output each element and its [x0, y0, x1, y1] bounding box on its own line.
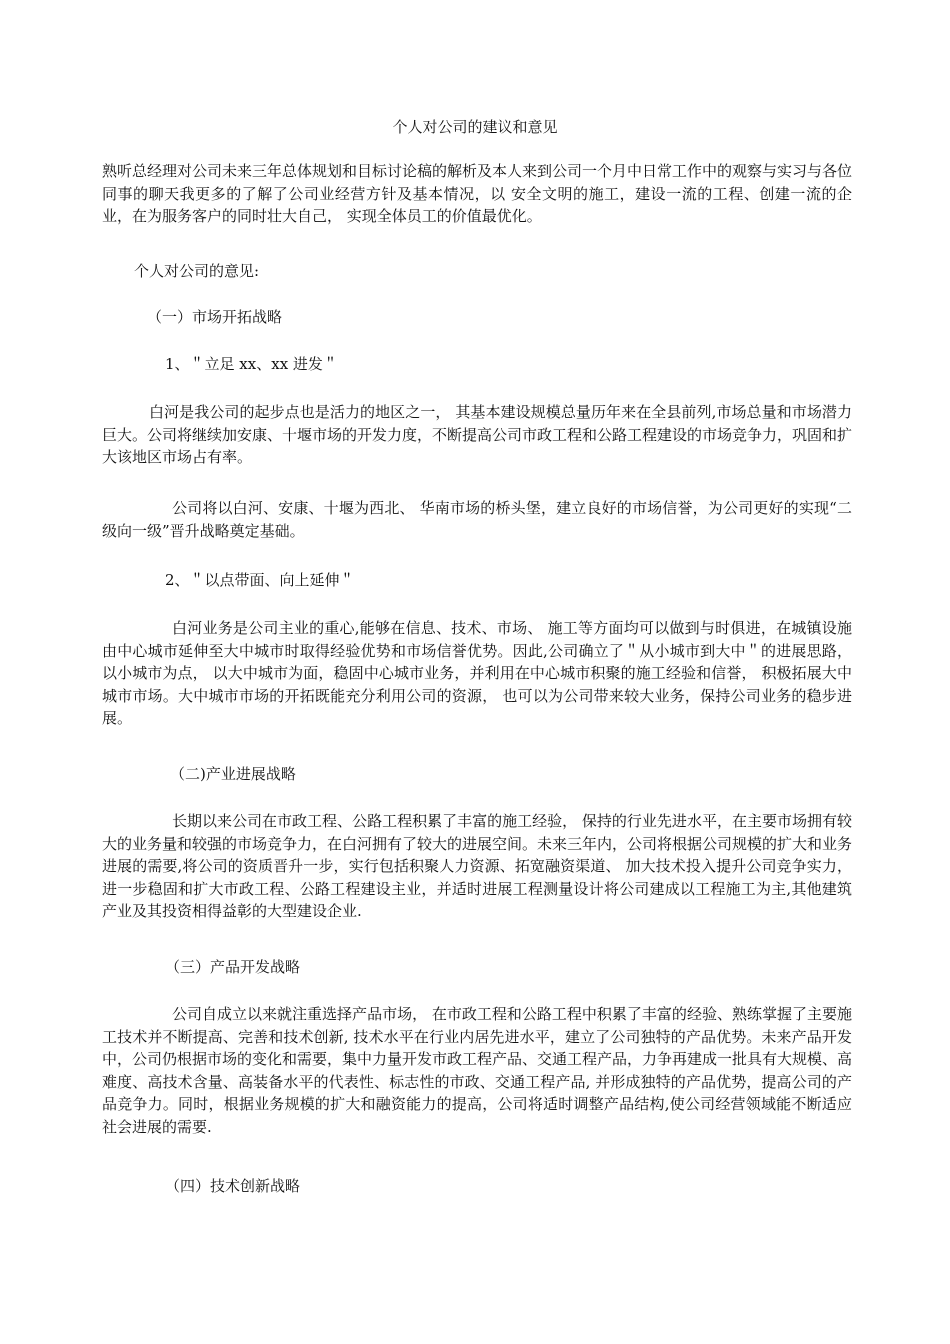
section-heading-industry: （二)产业进展战略: [170, 765, 296, 783]
paragraph-industry: 长期以来公司在市政工程、公路工程积累了丰富的施工经验， 保持的行业先进水平，在主要市场拥有较大的业务量和较强的市场竞争力，在白河拥有了较大的进展空间。未来三年内，公司将根据公司规模的扩大和业务进展的需要,将公司的资质晋升一步，实行包括积聚人力资源、拓宽融资渠道、 加大技术投入提升公司竞争实力，进一步稳固和扩大市政工程、公路工程建设主业，并适时进展工程测量设计将公司建成以工程施工为主,其他建筑产业及其投资相得益彰的大型建设企业.: [102, 812, 853, 921]
paragraph-product: 公司自成立以来就注重选择产品市场， 在市政工程和公路工程中积累了丰富的经验、熟练掌握了主要施工技术并不断提高、完善和技术创新, 技术水平在行业内居先进水平，建立了公司独特的产品优势。未来产品开发中，公司仍根据市场的变化和需要，集中力量开发市政工程产品、交通工程产品，力争再建成一批具有大规模、高难度、高技术含量、高装备水平的代表性、标志性的市政、交通工程产品, 并形成独特的产品优势，提高公司的产品竞争力。同时，根据业务规模的扩大和融资能力的提高，公司将适时调整产品结构,使公司经营领域能不断适应社会进展的需要.: [102, 1005, 853, 1136]
section-heading-product: （三）产品开发战略: [165, 958, 301, 976]
document-title: 个人对公司的建议和意见: [392, 118, 558, 136]
section-heading-technology: （四）技术创新战略: [165, 1177, 301, 1195]
intro-paragraph: 熟听总经理对公司未来三年总体规划和目标讨论稿的解析及本人来到公司一个月中日常工作中的观察与实习与各位同事的聊天我更多的了解了公司业经营方针及基本情况，以 安全文明的施工，建设一流的工程、创建一流的企业，在为服务客户的同时壮大自己， 实现全体员工的价值最优化。: [102, 162, 853, 226]
paragraph-item1-a: 白河是我公司的起步点也是活力的地区之一， 其基本建设规模总量历年来在全县前列,市场总量和市场潜力巨大。公司将继续加安康、十堰市场的开发力度，不断提高公司市政工程和公路工程建设的市场竞争力，巩固和扩大该地区市场占有率。: [102, 403, 853, 467]
opinion-heading: 个人对公司的意见:: [134, 262, 260, 280]
paragraph-item2: 白河业务是公司主业的重心,能够在信息、技术、市场、 施工等方面均可以做到与时俱进，在城镇设施由中心城市延伸至大中城市时取得经验优势和市场信誉优势。因此,公司确立了＂从小城市到大中＂的进展思路，以小城市为点， 以大中城市为面，稳固中心城市业务，并利用在中心城市积聚的施工经验和信誉， 积极拓展大中城市市场。大中城市市场的开拓既能充分利用公司的资源， 也可以为公司带来较大业务，保持公司业务的稳步进展。: [102, 619, 852, 728]
item-heading-2: 2、＂以点带面、向上延伸＂: [165, 571, 355, 589]
item-heading-1: 1、＂立足 xx、xx 进发＂: [165, 355, 338, 373]
paragraph-item1-b: 公司将以白河、安康、十堰为西北、 华南市场的桥头堡，建立良好的市场信誉，为公司更好的实现“二级向一级”晋升战略奠定基础。: [102, 499, 852, 540]
section-heading-market: （一）市场开拓战略: [147, 308, 283, 326]
